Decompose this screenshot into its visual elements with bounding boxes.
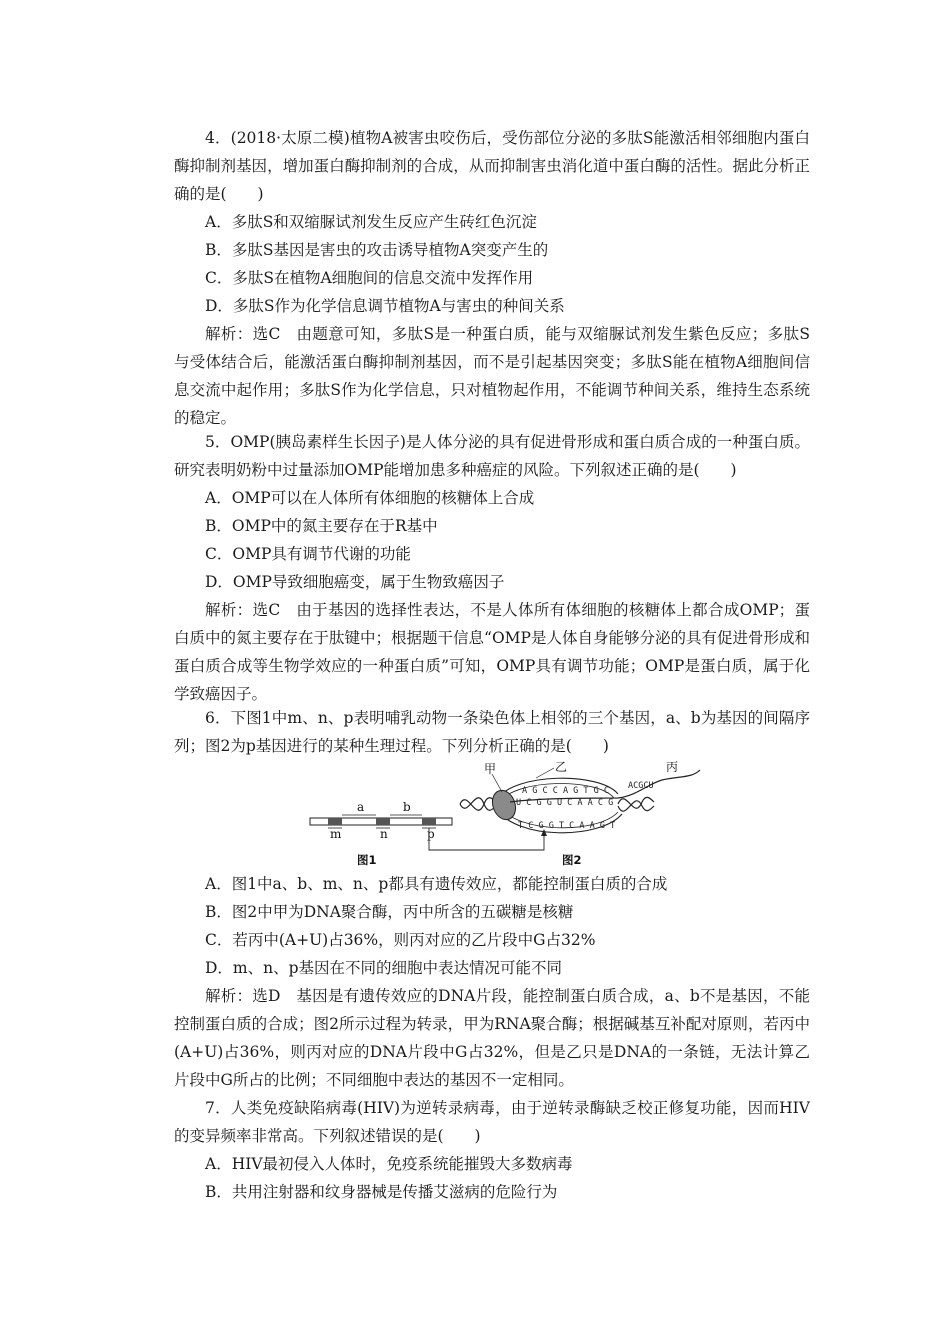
label-p: p (427, 827, 435, 841)
sequence-mid: U C G G U C A A C G (516, 798, 614, 808)
question-4-option-a: A．多肽S和双缩脲试剂发生反应产生砖红色沉淀 (205, 213, 537, 231)
question-4-option-c: C．多肽S在植物A细胞间的信息交流中发挥作用 (205, 269, 534, 287)
label-a: a (357, 800, 365, 814)
question-6-option-a: A．图1中a、b、m、n、p都具有遗传效应，都能控制蛋白质的合成 (205, 875, 668, 893)
question-4 (174, 124, 810, 432)
figure-2-transcription (460, 760, 700, 867)
figure-1-chromosome (310, 800, 452, 867)
sequence-bottom: T C G G T C A A G T (518, 821, 616, 831)
question-7-option-b: B．共用注射器和纹身器械是传播艾滋病的危险行为 (205, 1183, 558, 1201)
label-m: m (330, 827, 342, 841)
gene-m-block (328, 818, 342, 825)
question-4-stem: 4．(2018·太原二模)植物A被害虫咬伤后，受伤部位分泌的多肽S能激活相邻细胞内蛋白酶抑制剂基因，增加蛋白酶抑制剂的合成，从而抑制害虫消化道中蛋白酶的活性。据此分析正确的是( ) (174, 129, 810, 203)
question-4-option-d: D．多肽S作为化学信息调节植物A与害虫的种间关系 (205, 297, 565, 315)
question-7-stem: 7．人类免疫缺陷病毒(HIV)为逆转录病毒，由于逆转录酶缺乏校正修复功能，因而HIV的变异频率非常高。下列叙述错误的是( ) (174, 1099, 810, 1145)
question-7 (174, 1094, 810, 1206)
question-5-option-c: C．OMP具有调节代谢的功能 (205, 545, 411, 563)
rna-polymerase-shape (489, 787, 520, 823)
question-6-option-b: B．图2中甲为DNA聚合酶，丙中所含的五碳糖是核糖 (205, 903, 574, 921)
question-6-option-d: D．m、n、p基因在不同的细胞中表达情况可能不同 (205, 959, 563, 977)
question-6-option-c: C．若丙中(A+U)占36%，则丙对应的乙片段中G占32% (205, 931, 596, 949)
question-5-analysis: 解析：选C 由于基因的选择性表达，不是人体所有体细胞的核糖体上都合成OMP；蛋白质中的氮主要存在于肽键中；根据题干信息“OMP是人体自身能够分泌的具有促进骨形成和蛋白质合成等生物学效应的一种蛋白质”可知，OMP具有调节功能；OMP是蛋白质，属于化学致癌因子。 (174, 601, 810, 703)
label-jia: 甲 (484, 762, 497, 776)
question-4-analysis: 解析：选C 由题意可知，多肽S是一种蛋白质，能与双缩脲试剂发生紫色反应；多肽S与受体结合后，能激活蛋白酶抑制剂基因，而不是引起基因突变；多肽S能在植物A细胞间信息交流中起作用；多肽S作为化学信息，只对植物起作用，不能调节种间关系，维持生态系统的稳定。 (174, 325, 810, 427)
label-yi: 乙 (555, 760, 568, 774)
question-6-analysis: 解析：选D 基因是有遗传效应的DNA片段，能控制蛋白质合成，a、b不是基因，不能控制蛋白质的合成；图2所示过程为转录，甲为RNA聚合酶；根据碱基互补配对原则，若丙中(A+U)占36%，则丙对应的DNA片段中G占32%，但是乙只是DNA的一条链，无法计算乙片段中G所占的比例；不同细胞中表达的基因不一定相同。 (174, 987, 810, 1089)
gene-p-block (422, 818, 436, 825)
question-6 (174, 870, 810, 1094)
gene-n-block (376, 818, 390, 825)
figure-2-caption: 图2 (562, 853, 582, 867)
label-b: b (403, 800, 411, 814)
question-4-option-b: B．多肽S基因是害虫的攻击诱导植物A突变产生的 (205, 241, 549, 259)
connector-line (429, 828, 544, 850)
label-bing: 丙 (666, 760, 679, 774)
question-5-option-d: D．OMP导致细胞癌变，属于生物致癌因子 (205, 573, 505, 591)
question-6-figure (300, 758, 710, 870)
question-5 (174, 428, 810, 708)
sequence-tail: ACGCU (628, 781, 654, 791)
question-5-option-b: B．OMP中的氮主要存在于R基中 (205, 517, 438, 535)
question-7-option-a: A．HIV最初侵入人体时，免疫系统能摧毁大多数病毒 (205, 1155, 573, 1173)
figure-1-caption: 图1 (357, 853, 377, 867)
question-5-stem: 5．OMP(胰岛素样生长因子)是人体分泌的具有促进骨形成和蛋白质合成的一种蛋白质。研究表明奶粉中过量添加OMP能增加患多种癌症的风险。下列叙述正确的是( ) (174, 433, 810, 479)
question-6-stem: 6．下图1中m、n、p表明哺乳动物一条染色体上相邻的三个基因，a、b为基因的间隔序列；图2为p基因进行的某种生理过程。下列分析正确的是( ) (174, 709, 810, 755)
label-n: n (380, 827, 388, 841)
sequence-top: A G C C A G T G C (522, 786, 609, 796)
question-6-stem-block (174, 704, 810, 760)
question-5-option-a: A．OMP可以在人体所有体细胞的核糖体上合成 (205, 489, 535, 507)
